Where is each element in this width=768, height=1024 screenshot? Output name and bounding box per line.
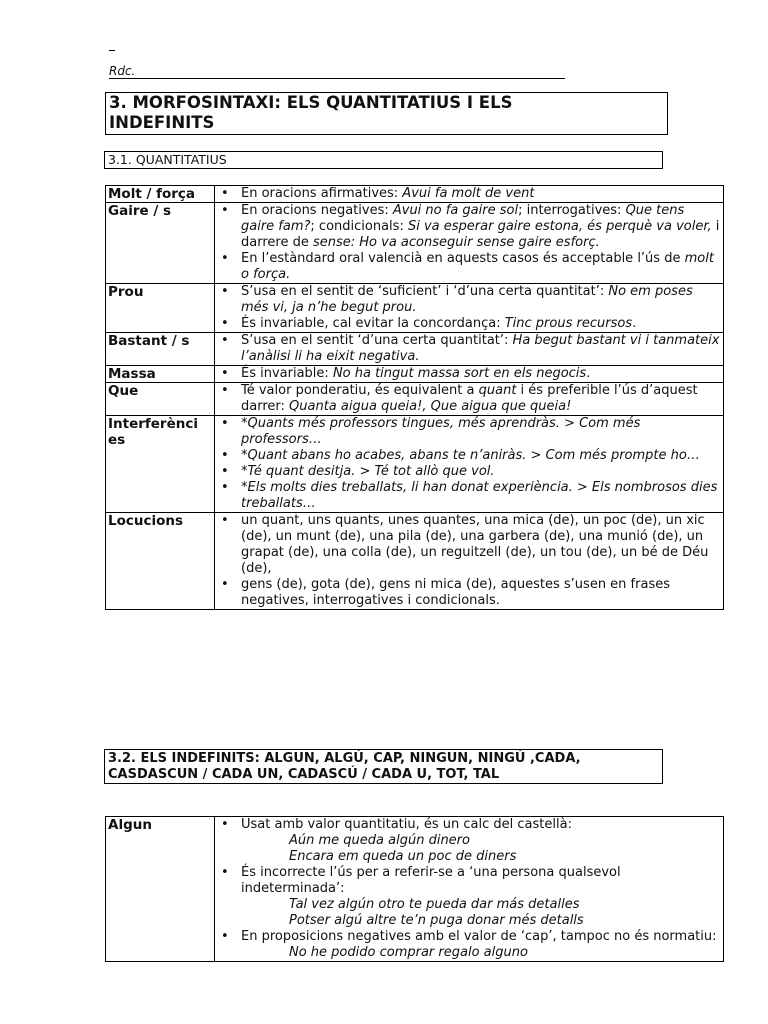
term-cell: Bastant / s (106, 333, 215, 366)
term-cell: Molt / força (106, 186, 215, 203)
section-3-title (105, 92, 668, 135)
term-cell: Locucions (106, 513, 215, 610)
list-item: • gens (de), gota (de), gens ni mica (de), aquestes s’usen en frases negatives, interrogatives i condicionals. (215, 577, 721, 609)
table-row (106, 186, 724, 203)
list-item: • En oracions afirmatives: Avui fa molt de vent (215, 186, 721, 202)
header-rule (109, 78, 565, 79)
table-row (106, 416, 724, 513)
term-cell: Massa (106, 366, 215, 383)
list-item: • En l’estàndard oral valencià en aquests casos és acceptable l’ús de molt o força. (215, 251, 721, 283)
list-item: • S’usa en el sentit ‘d’una certa quantitat’: Ha begut bastant vi i tanmateix l’anàlisi li ha eixit negativa. (215, 333, 721, 365)
list-item: • En oracions negatives: Avui no fa gaire sol; interrogatives: Que tens gaire fam?; condicionals: Si va esperar gaire estona, és perquè va voler, i darrere de sense: Ho va aconseguir sense gaire esforç. (215, 203, 721, 251)
table-row (106, 284, 724, 333)
section-3-2-title-line2: CASDASCUN / CADA UN, CADASCÚ / CADA U, TOT, TAL (108, 767, 500, 782)
definition-cell (215, 284, 724, 333)
list-item: • És incorrecte l’ús per a referir-se a ‘una persona qualsevol indeterminada’: Tal vez algún otro te pueda dar más detalles Potser algú altre te’n puga donar més detalls (215, 865, 721, 929)
table-row (106, 333, 724, 366)
list-item: • És invariable, cal evitar la concordança: Tinc prous recursos. (215, 316, 721, 332)
definition-cell (215, 186, 724, 203)
list-item: • És invariable: No ha tingut massa sort en els negocis. (215, 366, 721, 382)
author-initials: Rdc. (109, 64, 136, 78)
definition-cell (215, 333, 724, 366)
definition-cell (215, 203, 724, 284)
term-cell: Interferènci es (106, 416, 215, 513)
header-mark (109, 50, 115, 51)
definition-cell (215, 383, 724, 416)
section-3-title-line1: 3. MORFOSINTAXI: ELS QUANTITATIUS I ELS (109, 93, 513, 112)
list-item: • *Els molts dies treballats, li han donat experiència. > Els nombrosos dies treballats… (215, 480, 721, 512)
term-cell: Prou (106, 284, 215, 333)
list-item: • un quant, uns quants, unes quantes, una mica (de), un poc (de), un xic (de), un munt (de), una pila (de), una garbera (de), una munió (de), un grapat (de), una colla (de), un reguitzell (de), un tou (de), un bé de Déu (de), (215, 513, 721, 577)
definition-cell (215, 366, 724, 383)
term-cell: Que (106, 383, 215, 416)
list-item: • *Quant abans ho acabes, abans te n’aniràs. > Com més prompte ho… (215, 448, 721, 464)
table-row (106, 817, 724, 962)
quantitatius-table (105, 185, 724, 610)
list-item: • En proposicions negatives amb el valor de ‘cap’, tampoc no és normatiu: No he podido comprar regalo alguno (215, 929, 721, 961)
term-cell: Algun (106, 817, 215, 962)
list-item: • *Quants més professors tingues, més aprendràs. > Com més professors… (215, 416, 721, 448)
section-3-2-title (104, 749, 663, 784)
section-3-1-title: 3.1. QUANTITATIUS (104, 151, 663, 169)
indefinits-table (105, 816, 724, 962)
list-item: • S’usa en el sentit de ‘suficient’ i ‘d’una certa quantitat’: No em poses més vi, ja n’he begut prou. (215, 284, 721, 316)
definition-cell (215, 416, 724, 513)
table-row (106, 513, 724, 610)
table-row (106, 366, 724, 383)
section-3-2-title-line1: 3.2. ELS INDEFINITS: ALGUN, ALGÚ, CAP, NINGUN, NINGÚ ,CADA, (108, 751, 581, 766)
list-item: • Usat amb valor quantitatiu, és un calc del castellà: Aún me queda algún dinero Encara em queda un poc de diners (215, 817, 721, 865)
section-3-title-line2: INDEFINITS (109, 113, 215, 132)
definition-cell (215, 513, 724, 610)
term-cell: Gaire / s (106, 203, 215, 284)
definition-cell (215, 817, 724, 962)
list-item: • Té valor ponderatiu, és equivalent a quant i és preferible l’ús d’aquest darrer: Quanta aigua queia!, Que aigua que queia! (215, 383, 721, 415)
list-item: • *Té quant desitja. > Té tot allò que vol. (215, 464, 721, 480)
table-row (106, 383, 724, 416)
table-row (106, 203, 724, 284)
